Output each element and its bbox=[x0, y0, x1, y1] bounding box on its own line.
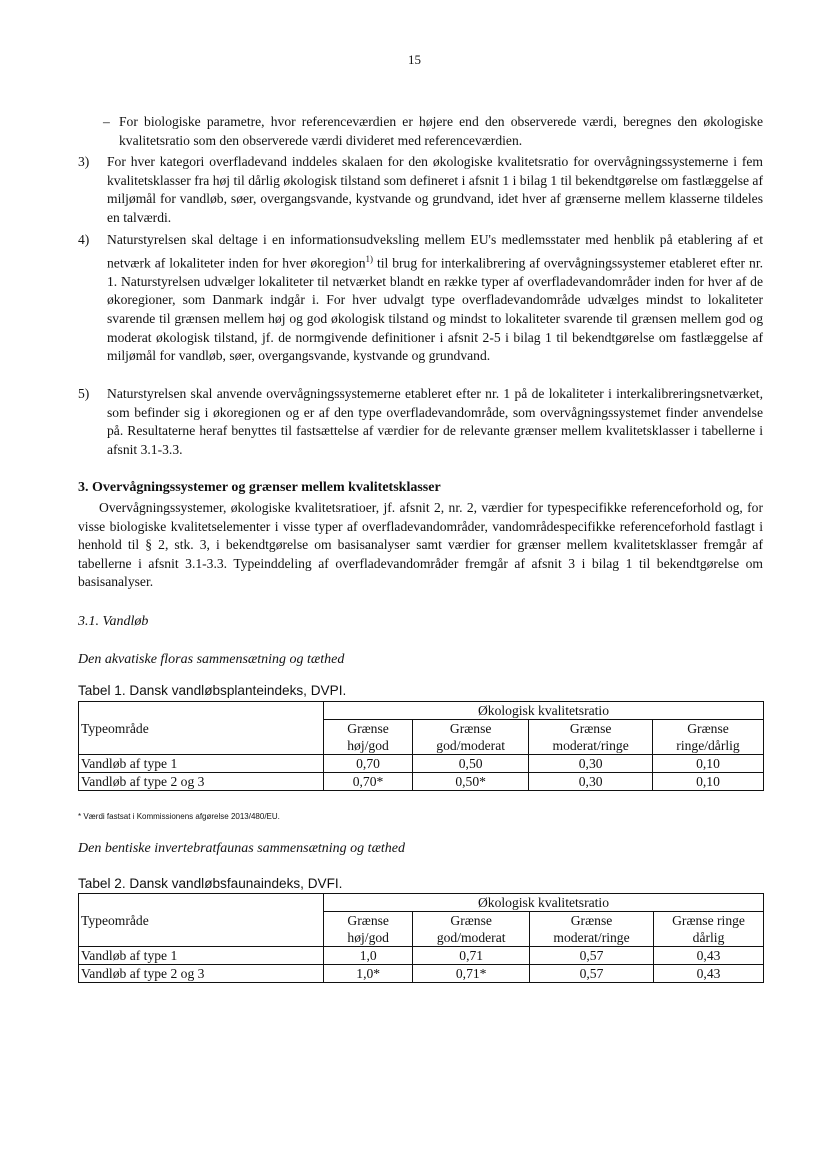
table-cell: 0,57 bbox=[529, 965, 653, 983]
footnote-marker: 1) bbox=[365, 253, 373, 264]
table1 bbox=[78, 701, 764, 791]
column-header: Grænse høj/god bbox=[324, 912, 413, 947]
table-header-row bbox=[79, 702, 764, 720]
table-cell: 0,10 bbox=[653, 773, 764, 791]
table-cell: 0,30 bbox=[529, 755, 653, 773]
table-cell: 0,71 bbox=[413, 947, 530, 965]
text-after-footnote: til brug for interkalibrering af overvågningssystemer etableret efter nr. 1. Naturstyrelsen udvælger lokaliteter til netværket blandt en række typer af overfladevandområder inden for hver af de økoregioner, som Danmark indgår i. For hver udvalgt type overfladevandområde udvælges mindst to lokaliteter svarende til grænsen mellem høj og god økologisk tilstand og mindst to lokaliteter svarende til grænsen mellem god og moderat økologisk tilstand, jf. de normgivende definitioner i afsnit 2-5 i bilag 1 til bekendtgørelse om fastlæggelse af miljømål for vandløb, søer, overgangsvande, kystvande og grundvand. bbox=[107, 255, 763, 364]
column-header: Grænse moderat/ringe bbox=[529, 912, 653, 947]
column-header-type: Typeområde bbox=[79, 702, 324, 755]
table-row bbox=[79, 755, 764, 773]
list-item-text: Naturstyrelsen skal anvende overvågningssystemerne etableret efter nr. 1 på de lokaliteter i interkalibreringsnetværket, som befinder sig i økoregionen og er af den type overfladevandområde, som overvågningssystemet finder anvendelse på. Resultaterne heraf benyttes til fastsættelse af værdier for de relevante grænser mellem kvalitetsklasser i tabellerne i afsnit 3.1-3.3. bbox=[107, 386, 763, 457]
list-marker: 5) bbox=[78, 386, 90, 401]
list-item-text: For hver kategori overfladevand inddeles skalaen for den økologiske kvalitetsratio for overvågningssystemerne i fem kvalitetsklasser fra høj til dårlig økologisk tilstand som defineret i afsnit 1 i bilag 1 til bekendtgørelse om fastlæggelse af miljømål for vandløb, søer, overgangsvande, kystvande og grundvand, idet hver af grænserne mellem klasserne tildeles en talværdi. bbox=[107, 154, 763, 225]
table-row bbox=[79, 965, 764, 983]
table-cell: 0,71* bbox=[413, 965, 530, 983]
list-item-text bbox=[107, 231, 763, 366]
column-header: Grænse høj/god bbox=[324, 720, 413, 755]
table-cell: 0,43 bbox=[654, 965, 764, 983]
list-marker: – bbox=[103, 114, 110, 129]
table1-caption: Tabel 1. Dansk vandløbsplanteindeks, DVPI. bbox=[78, 683, 347, 698]
row-type: Vandløb af type 1 bbox=[79, 755, 324, 773]
column-header: Grænse ringe/dårlig bbox=[653, 720, 764, 755]
page-number: 15 bbox=[408, 52, 421, 67]
flora-heading: Den akvatiske floras sammensætning og tæthed bbox=[78, 652, 345, 667]
row-type: Vandløb af type 2 og 3 bbox=[79, 965, 324, 983]
list-item-5 bbox=[78, 385, 763, 459]
table-cell: 0,43 bbox=[654, 947, 764, 965]
list-item-3 bbox=[78, 153, 763, 227]
column-header: Grænse god/moderat bbox=[413, 912, 530, 947]
section-heading: 3. Overvågningssystemer og grænser mellem kvalitetsklasser bbox=[78, 480, 441, 495]
column-header: Grænse moderat/ringe bbox=[529, 720, 653, 755]
table-cell: 0,70* bbox=[324, 773, 413, 791]
table-row bbox=[79, 773, 764, 791]
table2 bbox=[78, 893, 764, 983]
table-header-row bbox=[79, 894, 764, 912]
subsection-heading: 3.1. Vandløb bbox=[78, 614, 149, 629]
text-before-footnote: Naturstyrelsen skal deltage i en informationsudveksling mellem EU's medlemsstater med henblik på etablering af et netværk af lokaliteter inden for hver økoregion bbox=[107, 232, 763, 271]
table-cell: 0,57 bbox=[529, 947, 653, 965]
list-item-text: For biologiske parametre, hvor referenceværdien er højere end den observerede værdi, beregnes den økologiske kvalitetsratio som den observerede værdi divideret med referenceværdien. bbox=[119, 114, 763, 148]
group-header: Økologisk kvalitetsratio bbox=[324, 702, 764, 720]
column-header: Grænse ringe dårlig bbox=[654, 912, 764, 947]
table-cell: 1,0* bbox=[324, 965, 413, 983]
table-cell: 1,0 bbox=[324, 947, 413, 965]
table1-footnote: * Værdi fastsat i Kommissionens afgørelse 2013/480/EU. bbox=[78, 812, 280, 821]
list-item-dash bbox=[103, 113, 763, 150]
table-cell: 0,30 bbox=[529, 773, 653, 791]
table-cell: 0,50 bbox=[413, 755, 529, 773]
list-item-4 bbox=[78, 231, 763, 366]
column-header-type: Typeområde bbox=[79, 894, 324, 947]
row-type: Vandløb af type 1 bbox=[79, 947, 324, 965]
table-cell: 0,10 bbox=[653, 755, 764, 773]
fauna-heading: Den bentiske invertebratfaunas sammensætning og tæthed bbox=[78, 841, 406, 856]
table2-caption: Tabel 2. Dansk vandløbsfaunaindeks, DVFI. bbox=[78, 876, 343, 891]
group-header: Økologisk kvalitetsratio bbox=[324, 894, 764, 912]
row-type: Vandløb af type 2 og 3 bbox=[79, 773, 324, 791]
table-row bbox=[79, 947, 764, 965]
table-cell: 0,50* bbox=[413, 773, 529, 791]
list-marker: 3) bbox=[78, 154, 90, 169]
section-body: Overvågningssystemer, økologiske kvalitetsratioer, jf. afsnit 2, nr. 2, værdier for typespecifikke referenceforhold og, for visse biologiske kvalitetselementer i visse typer af overfladevandområder, vandområdespecifikke referenceforhold fastlagt i henhold til § 2, stk. 3, i bekendtgørelse om basisanalyser samt værdier for grænser mellem kvalitetsklasser fremgår af tabellerne i afsnit 3.1-3.3. Typeinddeling af overfladevandområder fremgår af afsnit 3 i bilag 1 til bekendtgørelse om basisanalyser. bbox=[78, 500, 763, 590]
column-header: Grænse god/moderat bbox=[413, 720, 529, 755]
table-cell: 0,70 bbox=[324, 755, 413, 773]
list-marker: 4) bbox=[78, 232, 90, 247]
